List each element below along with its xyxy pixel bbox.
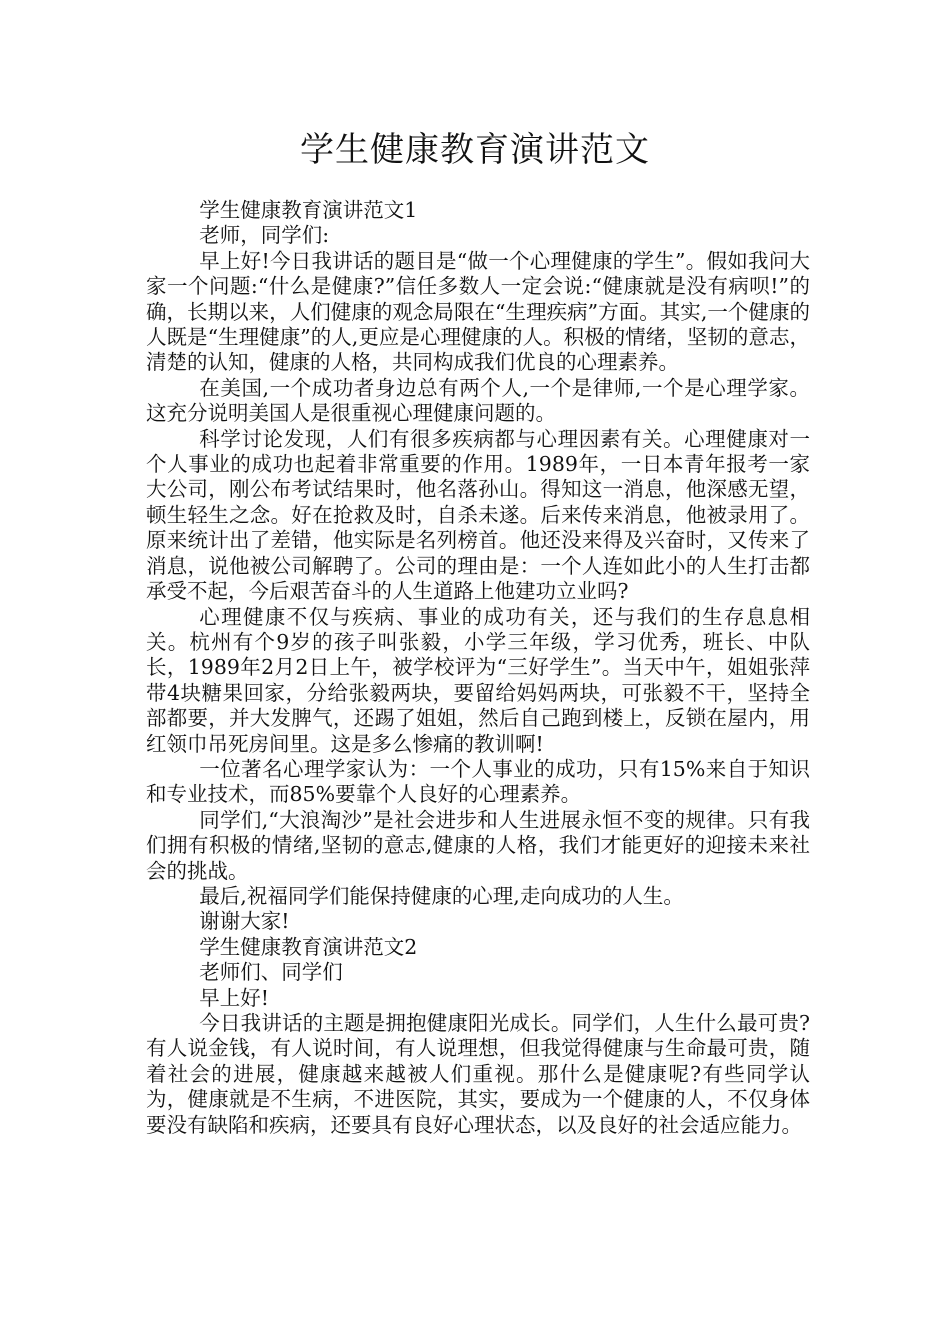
document-body: [146, 198, 810, 1138]
paragraph: 学生健康教育演讲范文2: [199, 934, 418, 959]
paragraph: 老师，同学们:: [199, 223, 330, 248]
document-title: 学生健康教育演讲范文: [300, 130, 650, 170]
paragraph: 最后,祝福同学们能保持健康的心理,走向成功的人生。: [199, 883, 684, 908]
paragraph: 早上好!: [199, 985, 270, 1010]
paragraph: 早上好!今日我讲话的题目是“做一个心理健康的学生”。假如我问大家一个问题:“什么是健康?”信任多数人一定会说:“健康就是没有病呗!”的确，长期以来，人们健康的观念局限在“生理疾病”方面。其实,一个健康的人既是“生理健康”的人,更应是心理健康的人。积极的情绪，坚韧的意志，清楚的认知，健康的人格，共同构成我们优良的心理素养。: [146, 248, 810, 375]
paragraph: 谢谢大家!: [199, 909, 290, 934]
paragraph: 老师们、同学们: [199, 960, 343, 985]
paragraph: 心理健康不仅与疾病、事业的成功有关，还与我们的生存息息相关。杭州有个9岁的孩子叫张毅，小学三年级，学习优秀，班长、中队长，1989年2月2日上午，被学校评为“三好学生”。当天中午，姐姐张萍带4块糖果回家，分给张毅两块，要留给妈妈两块，可张毅不干，坚持全部都要，并大发脾气，还踢了姐姐，然后自己跑到楼上，反锁在屋内，用红领巾吊死房间里。这是多么惨痛的教训啊!: [146, 604, 810, 756]
paragraph: 在美国,一个成功者身边总有两个人,一个是律师,一个是心理学家。这充分说明美国人是很重视心理健康问题的。: [146, 375, 810, 426]
paragraph: 科学讨论发现，人们有很多疾病都与心理因素有关。心理健康对一个人事业的成功也起着非常重要的作用。1989年，一日本青年报考一家大公司，刚公布考试结果时，他名落孙山。得知这一消息，他深感无望，顿生轻生之念。好在抢救及时，自杀未遂。后来传来消息，他被录用了。原来统计出了差错，他实际是名列榜首。他还没来得及兴奋时，又传来了消息，说他被公司解聘了。公司的理由是：一个人连如此小的人生打击都承受不起，今后艰苦奋斗的人生道路上他建功立业吗?: [146, 426, 810, 604]
paragraph: 学生健康教育演讲范文1: [199, 198, 418, 222]
paragraph: 同学们,“大浪淘沙”是社会进步和人生进展永恒不变的规律。只有我们拥有积极的情绪,坚韧的意志,健康的人格，我们才能更好的迎接未来社会的挑战。: [146, 807, 810, 883]
paragraph: 一位著名心理学家认为：一个人事业的成功，只有15%来自于知识和专业技术，而85%要靠个人良好的心理素养。: [146, 756, 810, 807]
paragraph: 今日我讲话的主题是拥抱健康阳光成长。同学们，人生什么最可贵?有人说金钱，有人说时间，有人说理想，但我觉得健康与生命最可贵，随着社会的进展，健康越来越被人们重视。那什么是健康呢?有些同学认为，健康就是不生病，不进医院，其实，要成为一个健康的人，不仅身体要没有缺陷和疾病，还要具有良好心理状态，以及良好的社会适应能力。: [146, 1011, 810, 1137]
